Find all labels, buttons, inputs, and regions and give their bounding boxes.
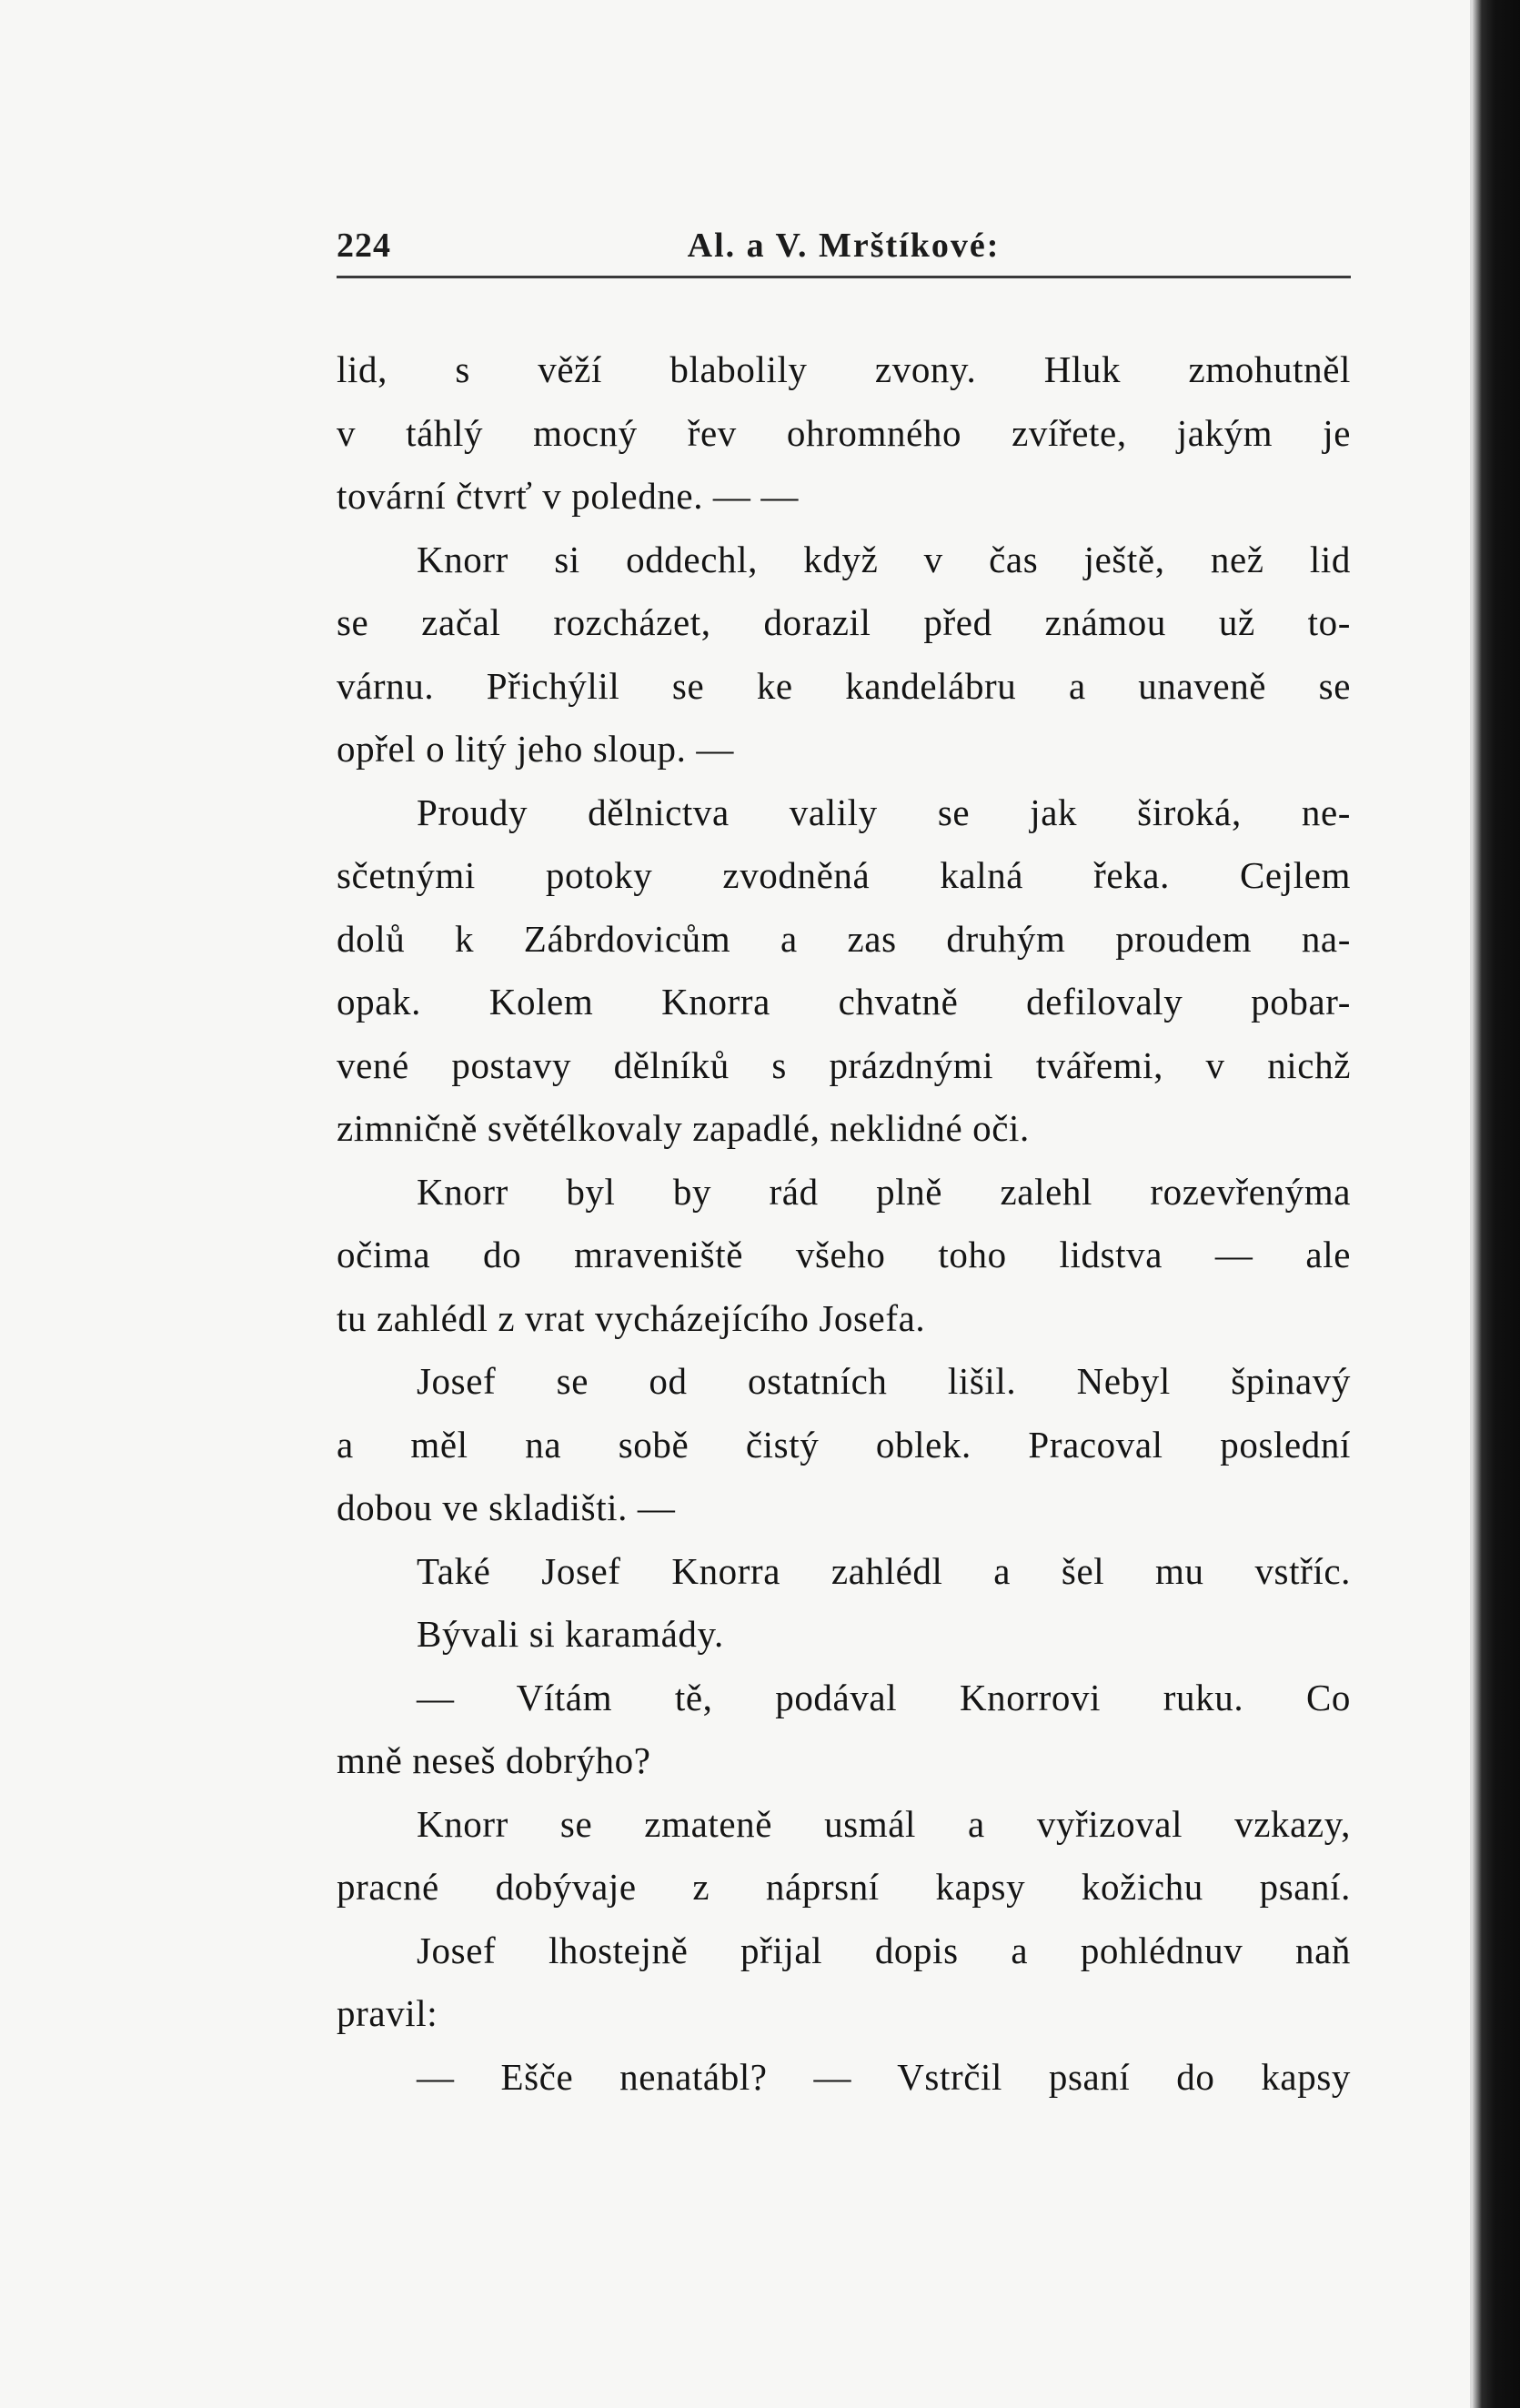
text-line: vené postavy dělníků s prázdnými tvářemi, v nichž xyxy=(337,1043,1351,1086)
text-line: Také Josef Knorra zahlédl a šel mu vstříc. xyxy=(417,1549,1351,1592)
text-line: dolů k Zábrdovicům a zas druhým proudem na- xyxy=(337,917,1351,960)
text-line: Knorr se zmateně usmál a vyřizoval vzkazy, xyxy=(417,1802,1351,1845)
text-line: — Vítám tě, podával Knorrovi ruku. Co xyxy=(417,1676,1351,1718)
body-text xyxy=(337,338,1351,2109)
text-line: tu zahlédl z vrat vycházejícího Josefa. xyxy=(337,1296,926,1339)
text-line: — Ešče nenatábl? — Vstrčil psaní do kapsy xyxy=(417,2055,1351,2098)
running-title: Al. a V. Mrštíkové: xyxy=(687,227,1001,265)
text-line: opřel o litý jeho sloup. — xyxy=(337,728,734,770)
text-line: očima do mraveniště všeho toho lidstva — ale xyxy=(337,1234,1351,1275)
text-line: pravil: xyxy=(337,1992,438,2034)
page-number: 224 xyxy=(337,227,391,265)
text-line: várnu. Přichýlil se ke kandelábru a unaveně se xyxy=(337,664,1351,707)
text-line: lid, s věží blabolily zvony. Hluk zmohutněl xyxy=(337,348,1351,390)
text-line: Bývali si karamády. xyxy=(417,1613,724,1655)
text-line: sčetnými potoky zvodněná kalná řeka. Cejlem xyxy=(337,854,1351,896)
header-rule xyxy=(337,276,1351,278)
text-line: Josef lhostejně přijal dopis a pohlédnuv naň xyxy=(417,1929,1351,1971)
scan-dark-edge xyxy=(1473,0,1520,2408)
text-line: pracné dobývaje z náprsní kapsy kožichu psaní. xyxy=(337,1866,1351,1908)
page-header xyxy=(337,218,1351,273)
text-line: mně neseš dobrýho? xyxy=(337,1739,651,1781)
text-line: Knorr si oddechl, když v čas ještě, než lid xyxy=(417,538,1351,580)
text-line: zimničně světélkovaly zapadlé, neklidné oči. xyxy=(337,1107,1030,1149)
text-line: dobou ve skladišti. — xyxy=(337,1486,676,1528)
text-line: se začal rozcházet, dorazil před známou už to- xyxy=(337,601,1351,643)
text-line: v táhlý mocný řev ohromného zvířete, jakým je xyxy=(337,411,1351,454)
text-line: tovární čtvrť v poledne. — — xyxy=(337,475,799,517)
text-line: Proudy dělnictva valily se jak široká, ne- xyxy=(417,791,1351,833)
text-line: Josef se od ostatních lišil. Nebyl špinavý xyxy=(417,1360,1351,1402)
text-line: Knorr byl by rád plně zalehl rozevřenýma xyxy=(417,1170,1351,1213)
text-line: a měl na sobě čistý oblek. Pracoval poslední xyxy=(337,1423,1351,1466)
text-line: opak. Kolem Knorra chvatně defilovaly pobar- xyxy=(337,981,1351,1023)
